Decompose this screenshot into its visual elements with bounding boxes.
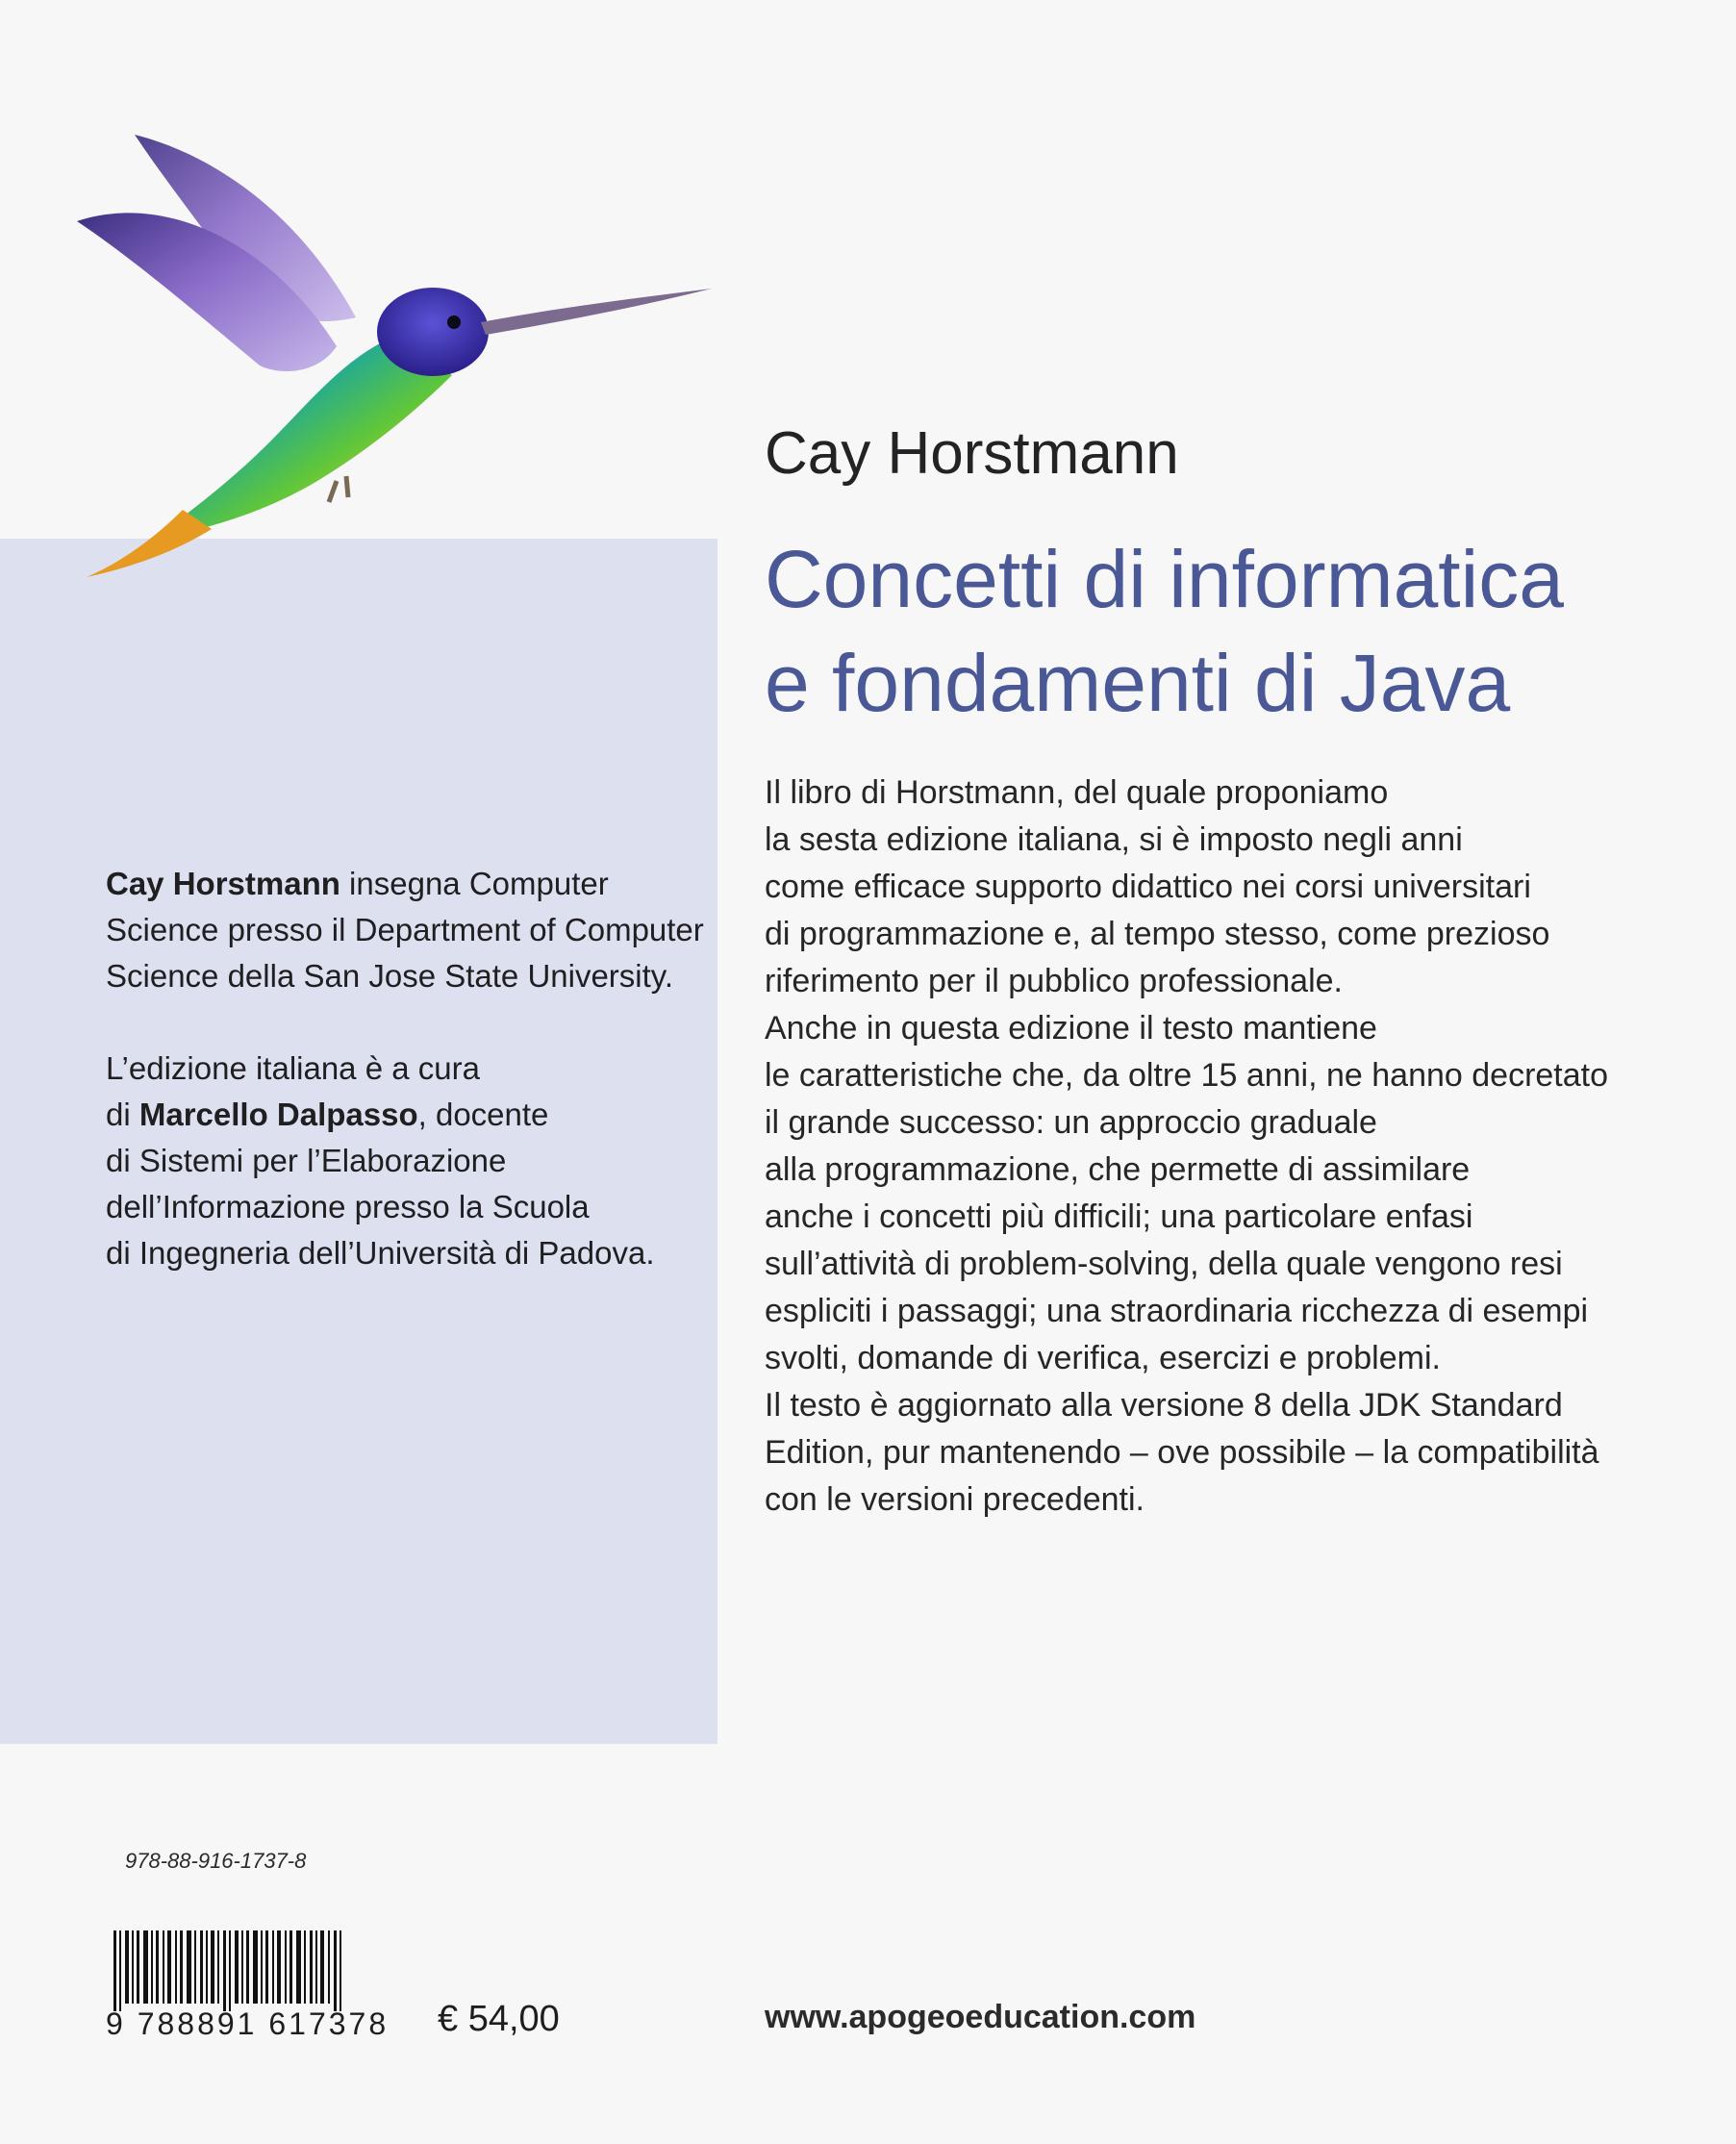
bio-line: di Ingegneria dell’Università di Padova.: [106, 1235, 655, 1271]
barcode-icon: [113, 1930, 344, 2011]
bio-line: Science presso il Department of Computer: [106, 912, 704, 947]
book-title: [765, 527, 1564, 735]
bio-spacer: [106, 999, 704, 1046]
description-line: Il libro di Horstmann, del quale proponiamo: [765, 774, 1389, 811]
description-line: anche i concetti più difficili; una particolare enfasi: [765, 1198, 1473, 1235]
description-line: come efficace supporto didattico nei corsi universitari: [765, 869, 1531, 905]
bio-text: di: [106, 1097, 139, 1132]
bio-line: [106, 861, 704, 907]
barcode-digits: 9 788891 617378: [106, 2006, 390, 2041]
description-line: riferimento per il pubblico professionale.: [765, 963, 1343, 999]
description-line: le caratteristiche che, da oltre 15 anni, ne hanno decretato: [765, 1057, 1609, 1094]
bio-line: L’edizione italiana è a cura: [106, 1050, 480, 1086]
description-line: Anche in questa edizione il testo mantiene: [765, 1010, 1377, 1047]
isbn-label: 978-88-916-1737-8: [125, 1849, 307, 1873]
hummingbird-illustration: [77, 125, 731, 673]
bio-author-name: Cay Horstmann: [106, 866, 340, 901]
book-title-line: Concetti di informatica: [765, 534, 1565, 624]
book-description: [765, 769, 1608, 1524]
bio-line: Science della San Jose State University.: [106, 958, 674, 994]
publisher-website: www.apogeoeducation.com: [765, 1999, 1196, 2035]
description-line: di programmazione e, al tempo stesso, come prezioso: [765, 916, 1550, 952]
description-line: con le versioni precedenti.: [765, 1481, 1145, 1518]
description-line: il grande successo: un approccio graduale: [765, 1104, 1377, 1141]
description-line: Il testo è aggiornato alla versione 8 della JDK Standard: [765, 1387, 1563, 1424]
bio-text: insegna Computer: [340, 866, 609, 901]
bio-text: , docente: [417, 1097, 549, 1132]
author-name: Cay Horstmann: [765, 420, 1179, 487]
bio-editor-name: Marcello Dalpasso: [138, 1097, 418, 1132]
description-line: sull’attività di problem-solving, della quale vengono resi: [765, 1246, 1563, 1282]
description-line: la sesta edizione italiana, si è imposto negli anni: [765, 821, 1463, 858]
bio-line: dell’Informazione presso la Scuola: [106, 1189, 590, 1224]
description-line: espliciti i passaggi; una straordinaria ricchezza di esempi: [765, 1293, 1589, 1329]
book-title-line: e fondamenti di Java: [765, 638, 1511, 728]
price: € 54,00: [438, 1999, 560, 2039]
description-line: alla programmazione, che permette di assimilare: [765, 1151, 1471, 1188]
description-line: svolti, domande di verifica, esercizi e problemi.: [765, 1340, 1441, 1376]
bio-line: [106, 1092, 704, 1138]
bio-line: di Sistemi per l’Elaborazione: [106, 1143, 507, 1178]
author-bio: [106, 861, 704, 1276]
description-line: Edition, pur mantenendo – ove possibile – la compatibilità: [765, 1434, 1599, 1471]
